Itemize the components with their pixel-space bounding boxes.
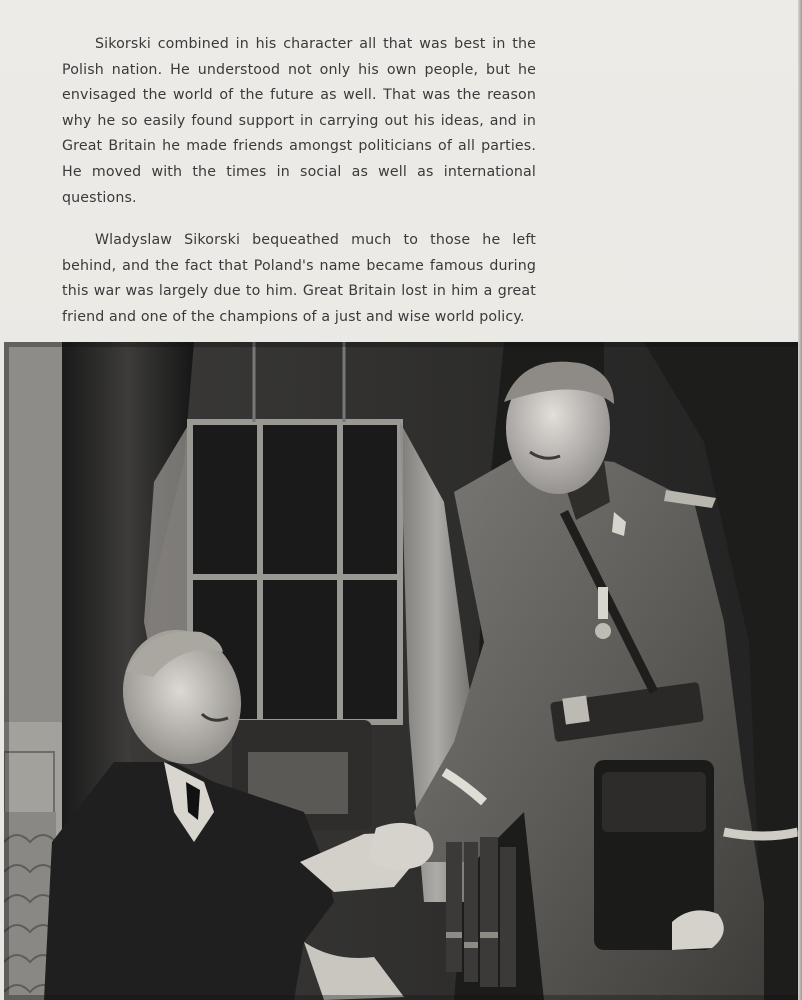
photograph-icon [4,342,802,1000]
page-edge [798,0,802,1000]
paragraph-2: Wladyslaw Sikorski bequeathed much to those he left behind, and the fact that Poland's name became famous during this war was largely due to him. Great Britain lost in him a great friend and one of the champions of a just and wise world policy. [62,232,536,325]
paragraph-1: Sikorski combined in his character all that was best in the Polish nation. He understood not only his own people, but he envisaged the world of the future as well. That was the reason why he so easily found support in carrying out his ideas, and in Great Britain he made friends amongst politicians of all parties. He moved with the times in social as well as international questions. [62,36,536,206]
text-block [62,32,536,348]
photograph [4,342,802,1000]
